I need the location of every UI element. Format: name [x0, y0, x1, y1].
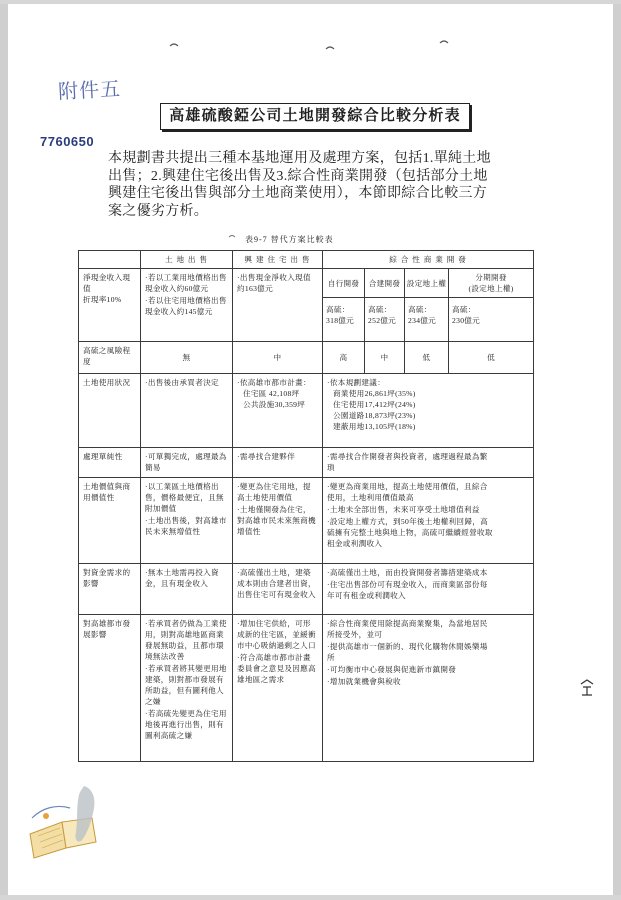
list-item: 住宅區 42,108坪 [243, 389, 300, 398]
table-row-simplicity [79, 448, 534, 478]
document-title: 高雄硫酸錏公司土地開發綜合比較分析表 [169, 108, 461, 124]
value-amount: 234億元 [408, 316, 437, 325]
header-commercial: 綜 合 性 商 業 開 發 [323, 251, 534, 269]
option-label: 自行開發 [327, 278, 360, 288]
cell-land-sale: 無 [141, 342, 233, 374]
option-note: (設定地上權) [468, 284, 514, 293]
cell-commercial [323, 448, 534, 478]
table-caption: 表9-7 替代方案比較表 [245, 235, 334, 244]
scan-edge-top [0, 0, 621, 4]
option-label: 設定地上權 [406, 278, 447, 288]
table-row-value [79, 478, 534, 564]
attachment-label: 附件五 [57, 78, 122, 104]
row-label-note: 折現率10% [83, 295, 122, 304]
bullet-item: ·若承買者將其變更用地建築，則對都市發展有所助益，但有圖利他人之嫌 [145, 664, 227, 706]
bullet-item: ·綜合性商業使用除提高商業聚集，為當地居民所接受外，並可 [327, 619, 488, 639]
option-label: 分期開發 [475, 273, 507, 282]
cell-commercial [323, 564, 534, 615]
bullet-item: ·住宅出售部份可有現金收入，而商業區部份每年可有租金或利潤收入 [327, 580, 488, 600]
cell-housing-sale [233, 478, 323, 564]
cell-land-sale [141, 448, 233, 478]
bullet-item: ·需尋找合建夥伴 [237, 452, 296, 461]
cell-housing-sale [233, 448, 323, 478]
value-amount: 318億元 [326, 316, 355, 325]
risk-superficies: 低 [405, 342, 449, 374]
bullet-item: ·以工業區土地價格出售，價格最便宜，且無附加價值 [145, 482, 224, 513]
intro-line: 興建住宅後出售與部分土地商業使用），本節即綜合比較三方 [108, 186, 488, 201]
bullet-item: ·若高硫先變更為住宅用地後再進行出售，則有圖利高硫之嫌 [145, 709, 227, 740]
option-joint-development [365, 269, 405, 298]
bullet-item: ·土地僅開發為住宅，對高雄市民未來無商機增值性 [237, 505, 316, 536]
list-item: 公共設施30,359坪 [243, 400, 306, 409]
bullet-item: ·土地未全部出售，未來可享受土地增值利益 [327, 505, 480, 514]
title-box [160, 103, 470, 130]
value-amount: 230億元 [452, 316, 481, 325]
value-amount: 252億元 [368, 316, 397, 325]
bullet-item: ·增加就業機會與稅收 [327, 677, 401, 686]
scan-edge-bottom [0, 895, 621, 900]
header-land-sale: 土 地 出 售 [141, 251, 233, 269]
row-label-risk: 高硫之風險程度 [79, 342, 141, 374]
table-row-urban [79, 615, 534, 762]
value-self-development [323, 298, 365, 342]
list-item: 住宅使用17,412坪(24%) [333, 400, 416, 409]
comparison-table [78, 250, 534, 762]
cell-housing-sale [233, 269, 323, 342]
cell-housing-sale [233, 564, 323, 615]
option-superficies [405, 269, 449, 298]
cell-land-sale [141, 374, 233, 448]
header-row [79, 251, 534, 269]
table-row-land-use [79, 374, 534, 448]
bullet-item: ·高硫僅出土地，建築成本則由合建者出資，出售住宅可有現金收入 [237, 568, 316, 599]
document-code: 7760650 [40, 134, 95, 149]
bullet-item: ·符合高雄市都市計畫委員會之意見及因應高雄地區之需求 [237, 653, 316, 684]
bullet-item: ·土地出售後，對高雄市民未來無增值性 [145, 516, 227, 536]
intro-line: 本規劃書共提出三種本基地運用及處理方案，包括1.單純土地 [108, 151, 491, 166]
bullet-item: ·變更為商業用地，提高土地使用價值，且綜合使用，土地利用價值最高 [327, 482, 488, 502]
bullet-item: ·依本規劃建議： [327, 378, 386, 387]
cell-housing-sale [233, 374, 323, 448]
risk-self-development: 高 [323, 342, 365, 374]
bullet-item: ·可均衡市中心發展與促進新市鎮開發 [327, 665, 457, 674]
row-label-land-use: 土地使用狀況 [79, 374, 141, 448]
table-row-net-cash [79, 269, 534, 298]
cell-land-sale [141, 478, 233, 564]
scan-edge-left [0, 0, 8, 900]
row-label-simplicity: 處理單純性 [79, 448, 141, 478]
cell-housing-sale [233, 615, 323, 762]
bullet-item: ·增加住宅供給，可形成新的住宅區，並緩衝市中心吸納過剩之人口 [237, 619, 316, 650]
header-housing-sale: 興 建 住 宅 出 售 [233, 251, 323, 269]
option-label: 合建開發 [368, 278, 401, 288]
bullet-item: ·需尋找合作開發者與投資者，處理過程最為繁瑣 [327, 452, 488, 472]
handwritten-margin-mark [578, 678, 596, 698]
value-superficies [405, 298, 449, 342]
bullet-item: ·若以住宅用地價格出售現金收入約145億元 [145, 296, 227, 316]
row-label-urban: 對高雄都市發展影響 [79, 615, 141, 762]
row-label-net-cash [79, 269, 141, 342]
option-self-development [323, 269, 365, 298]
cell-land-sale [141, 269, 233, 342]
value-joint-development [365, 298, 405, 342]
row-label-text: 淨現金收入現值 [83, 273, 131, 293]
row-label-value: 土地價值與商用價值性 [79, 478, 141, 564]
risk-joint-development: 中 [365, 342, 405, 374]
scan-edge-right [613, 0, 621, 900]
bullet-item: ·依高雄市都市計畫： [237, 378, 311, 387]
bullet-item: ·可單獨完成，處理最為簡易 [145, 452, 227, 472]
value-prefix: 高硫： [326, 305, 350, 314]
list-item: 建蔽用地13,105坪(18%) [333, 422, 416, 431]
risk-phased-development: 低 [449, 342, 534, 374]
bullet-item: ·設定地上權方式，到50年後土地權利回歸，高硫擁有完整土地與地上物，高硫可繼續經營收取租金或利潤收入 [327, 517, 493, 548]
cell-land-sale [141, 615, 233, 762]
cell-commercial [323, 478, 534, 564]
value-prefix: 高硫： [408, 305, 432, 314]
option-phased-development [449, 269, 534, 298]
header-criteria-cell [79, 251, 141, 269]
bullet-item: ·提供高雄市一個新的、現代化購物休閒娛樂場所 [327, 642, 488, 662]
cell-commercial [323, 374, 534, 448]
bullet-item: ·無本土地需再投入資金，且有現金收入 [145, 568, 219, 588]
bullet-item: ·出售現金淨收入現值約163億元 [237, 273, 311, 293]
bullet-item: ·若以工業用地價格出售現金收入約60億元 [145, 273, 227, 293]
value-prefix: 高硫： [452, 305, 476, 314]
value-prefix: 高硫： [368, 305, 392, 314]
bullet-item: ·出售後由承買者決定 [145, 378, 219, 387]
row-label-funding: 對資金需求的影響 [79, 564, 141, 615]
list-item: 公園道路18,873坪(23%) [333, 411, 416, 420]
bullet-item: ·高硫僅出土地，而由投資開發者籌措建築成本 [327, 568, 488, 577]
cell-commercial [323, 615, 534, 762]
cell-land-sale [141, 564, 233, 615]
intro-paragraph [108, 150, 491, 220]
intro-line: 出售；2.興建住宅後出售及3.綜合性商業開發（包括部分土地 [108, 168, 488, 184]
table-row-funding [79, 564, 534, 615]
list-item: 商業使用26,861坪(35%) [333, 389, 416, 398]
table-row-risk [79, 342, 534, 374]
bullet-item: ·若承買者仍做為工業使用，則對高雄地區商業發展無助益，且都市環境無法改善 [145, 619, 227, 661]
archive-emblem-icon [22, 778, 114, 870]
bullet-item: ·變更為住宅用地，提高土地使用價值 [237, 482, 311, 502]
cell-housing-sale: 中 [233, 342, 323, 374]
value-phased-development [449, 298, 534, 342]
intro-line: 案之優劣方析。 [108, 203, 209, 219]
